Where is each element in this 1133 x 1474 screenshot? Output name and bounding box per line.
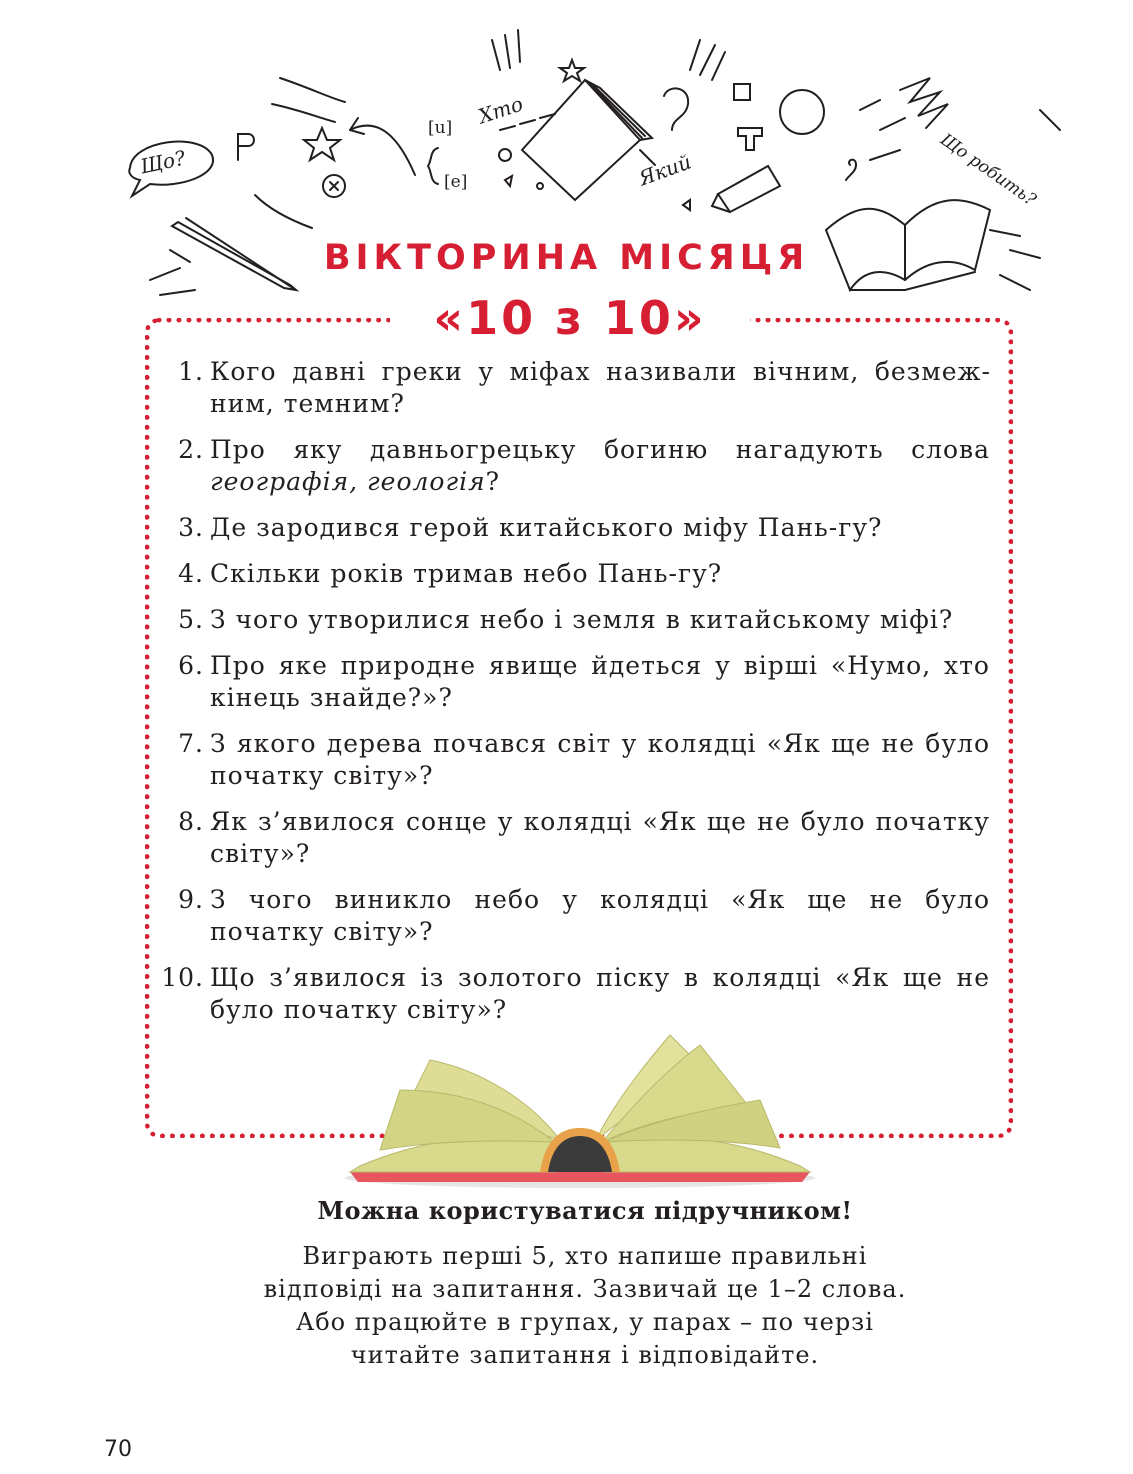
question-item [150,884,990,948]
note-line: Виграють перші 5, хто напише правильні [302,1242,868,1270]
doodle-bubble-text: Що? [138,145,188,179]
question-list [150,356,990,1040]
question-number: 5. [178,605,204,634]
doodle-yakyi-text: Який [635,149,695,191]
quiz-title: ВІКТОРИНА МІСЯЦЯ [323,238,810,278]
question-number: 3. [178,513,204,542]
question-number: 1. [178,357,204,386]
question-item [150,356,990,420]
question-number: 9. [178,885,204,914]
page-number: 70 [104,1437,132,1462]
question-text: Кого давні греки у міфах називали вічним, безмежним, темним? [210,357,990,418]
doodle-phonetic-e: [e] [444,172,468,192]
quiz-subtitle: «10 з 10» [390,290,750,346]
question-text: З чого утворилися небо і земля в китайському міфі? [210,605,954,634]
question-number: 7. [178,729,204,758]
question-item [150,558,990,590]
question-item [150,650,990,714]
question-item [150,512,990,544]
star-icon [304,128,340,160]
question-number: 4. [178,559,204,588]
doodle-shcho-robyty-text: Що робить? [936,129,1040,211]
open-book-illustration [340,1030,820,1190]
question-text-italic: географія, геологія [210,467,486,496]
note-heading: Можна користуватися підручником! [317,1196,853,1225]
question-number: 2. [178,435,204,464]
note-line: Або працюйте в групах, у парах – по черзі [296,1308,874,1336]
question-number: 10. [161,963,204,992]
question-text: Про яке природне явище йдеться у вірші «Нумо, хто кінець знайде?»? [210,651,990,712]
question-item [150,962,990,1026]
question-text: Про яку давньогрецьку богиню нагадують слова [210,435,990,464]
doodle-hto-text: Хто [475,91,526,129]
question-text: Що з’явилося із золотого піску в колядці «Як ще не було початку світу»? [210,963,990,1024]
question-text: З чого виникло небо у колядці «Як ще не було початку світу»? [210,885,990,946]
question-item [150,728,990,792]
question-text: Де зародився герой китайського міфу Пань-гу? [210,513,883,542]
note-line: читайте запитання і відповідайте. [350,1341,820,1369]
question-number: 6. [178,651,204,680]
question-text: З якого дерева почався світ у колядці «Як ще не було початку світу»? [210,729,990,790]
pencil-icon-2 [718,166,780,212]
question-text-end: ? [485,467,501,496]
question-item [150,604,990,636]
question-number: 8. [178,807,204,836]
question-item [150,434,990,498]
note-body [180,1240,990,1372]
question-text: Як з’явилося сонце у колядці «Як ще не було початку світу»? [210,807,990,868]
note-line: відповіді на запитання. Зазвичай це 1–2 слова. [263,1275,907,1303]
notebook-icon [522,80,640,200]
question-text: Скільки років тримав небо Пань-гу? [210,559,723,588]
question-item [150,806,990,870]
doodle-phonetic-u: [u] [428,118,453,138]
